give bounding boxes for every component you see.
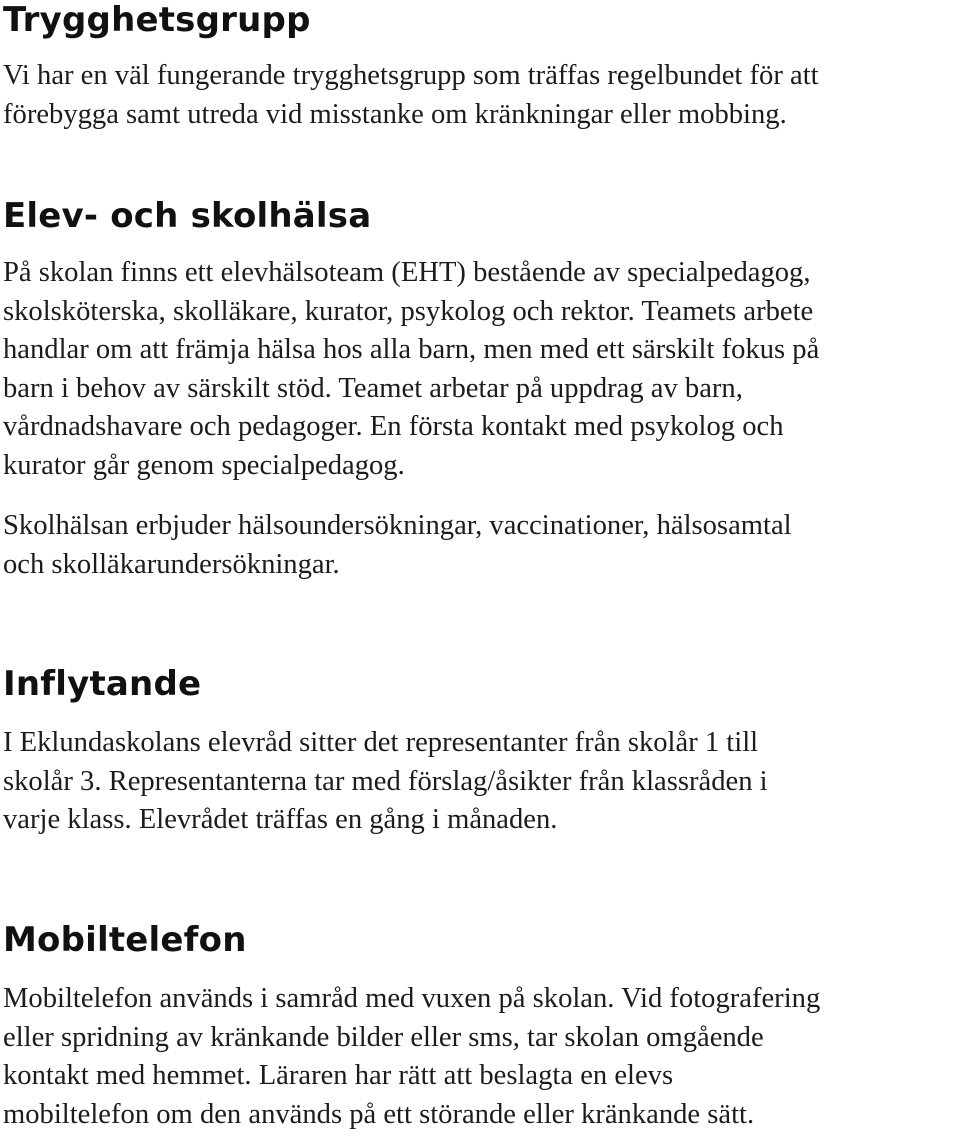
text-line: skolår 3. Representanterna tar med förslag/åsikter från klassråden i [3, 765, 768, 797]
text-line: mobiltelefon om den används på ett störande eller kränkande sätt. [3, 1098, 755, 1130]
text-line: Vi har en väl fungerande trygghetsgrupp som träffas regelbundet för att [3, 60, 819, 91]
text-line: eller spridning av kränkande bilder eller sms, tar skolan omgående [3, 1021, 764, 1053]
text-line: Skolhälsan erbjuder hälsoundersökningar, vaccinationer, hälsosamtal [3, 510, 792, 541]
text-line: förebygga samt utreda vid misstanke om kränkningar eller mobbing. [3, 98, 787, 130]
section-paragraph [3, 254, 819, 485]
section-heading: Inflytande [3, 664, 202, 704]
text-line: I Eklundaskolans elevråd sitter det representanter från skolår 1 till [3, 727, 759, 758]
text-line: varje klass. Elevrådet träffas en gång i månaden. [3, 804, 558, 835]
text-line: kurator går genom specialpedagog. [3, 449, 405, 481]
text-line: och skolläkarundersökningar. [3, 548, 340, 580]
section-paragraph [3, 980, 820, 1134]
section-heading: Trygghetsgrupp [3, 0, 311, 40]
section-paragraph [3, 724, 768, 840]
text-line: handlar om att främja hälsa hos alla barn, men med ett särskilt fokus på [3, 334, 820, 365]
text-line: barn i behov av särskilt stöd. Teamet arbetar på uppdrag av barn, [3, 372, 743, 404]
text-line: kontakt med hemmet. Läraren har rätt att beslagta en elevs [3, 1060, 674, 1091]
section-heading: Elev- och skolhälsa [3, 196, 372, 236]
text-line: skolsköterska, skolläkare, kurator, psykolog och rektor. Teamets arbete [3, 295, 814, 327]
section-paragraph [3, 57, 819, 134]
text-line: Mobiltelefon används i samråd med vuxen på skolan. Vid fotografering [3, 983, 821, 1014]
section-paragraph [3, 507, 792, 584]
text-line: vårdnadshavare och pedagoger. En första kontakt med psykolog och [3, 411, 784, 442]
section-heading: Mobiltelefon [3, 920, 247, 960]
text-line: På skolan finns ett elevhälsoteam (EHT) bestående av specialpedagog, [3, 257, 811, 288]
